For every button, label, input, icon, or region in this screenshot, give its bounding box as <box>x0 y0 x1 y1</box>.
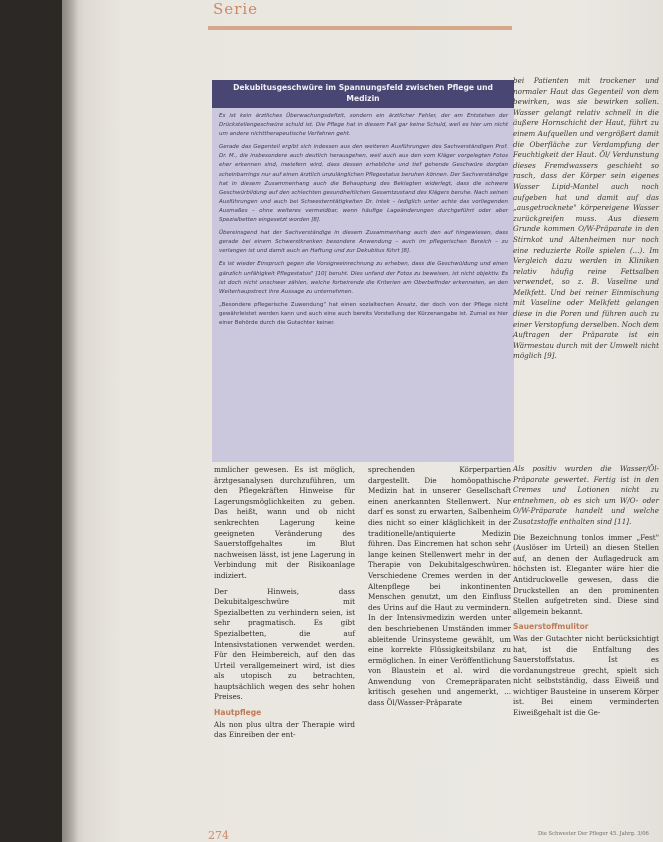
article-paragraph: bei Patienten mit trockener und normaler Haut das Gegenteil von dem bewirken, was sie bewirken sollen. Wasser gelangt relativ schnell in die äußere Hornschicht der Haut, führt zu einem Aufquellen und vergrößert damit die Oberfläche zur Verdampfung der Feuchtigkeit der Haut. Öl/ Verdunstung dieses Fremdwassers geschieht so rasch, dass der Körper sein eigenes Wasser Lipid-Mantel auch noch aufgeben hat und damit auf das „ausgetrocknete" körpereigene Wasser zurückgreifen muss. Aus diesem Grunde kommen O/W-Präparate in den Stirnkot und Altenheimen nur noch eine reduzierte Rolle spielen (...). Im Vergleich dazu werden in Kliniken relativ häufig reine Fettsalben verwendet, so z. B. Vaseline und Melkfett. Und bei reiner Einmischung mit Vaseline oder Melkfett gelangen diese in die Poren und führen auch zu einer Verstopfung derselben. Noch dem Auftragen der Präparate ist ein Wärmestau durch mit der Umwelt nicht möglich [9]. <box>513 76 659 361</box>
article-paragraph: mmlicher gewesen. Es ist möglich, ärztgesanalysen durchzuführen, um den Pflegekräften Hinweise für Lagerungsmöglichkeiten zu geben. Das heißt, wann und ob nicht senkrechten Lagerung keine geeigneten Veränderung des Sauerstoffgehaltes im Blut nachweisen lässt, ist jene Lagerung in Verbindung mit der Risikoanlage indiziert. <box>214 465 355 580</box>
infobox-paragraph: Es ist kein ärztliches Überwachungsdefizit, sondern ein ärztlicher Fehler, der am Entstehen der Drückstellengeschwüre schuld ist. Die Pflege hat in diesem Fall gar keine Schuld, weil es hier um nicht um andere nichttherapeutische Verfahren geht. <box>219 113 508 138</box>
article-column-1 <box>214 465 355 746</box>
infobox <box>212 80 514 462</box>
article-paragraph: Als positiv wurden die Wasser/Öl-Präparate gewertet. Fertig ist in den Cremes und Lotionen nicht zu entnehmen, ob es sich um W/O- oder O/W-Präparate handelt und welche Zusatzstoffe enthalten sind [11]. <box>513 464 659 526</box>
article-column-3-top <box>513 76 659 367</box>
article-paragraph: Der Hinweis, dass Dekubitalgeschwüre mit Spezialbetten zu verhindern seien, ist sehr pragmatisch. Es gibt Spezialbetten, die auf Intensivstationen verwendet werden. Für den Heimbereich, auf den das Urteil verallgemeinert wird, ist dies als utopisch zu betrachten, hauptsächlich wegen des sehr hohen Preises. <box>214 586 355 702</box>
article-paragraph: Was der Gutachter nicht berücksichtigt hat, ist die Entfaltung des Sauerstoffstatus. Ist es vordanungstreue grecht, spielt sich nicht selbstständig, dass Eiweiß und wichtiger Bausteine in unserem Körper ist. Bei einem verminderten Eiweißgehalt ist die Ge- <box>513 633 659 718</box>
subheading-sauerstoff: Sauerstoffmulitor <box>513 622 589 632</box>
footer-source: Die Schwester Der Pfleger 45. Jahrg. 3/06 <box>538 831 649 837</box>
article-column-2 <box>368 465 511 714</box>
infobox-paragraph: Gerade das Gegenteil ergibt sich indessen aus den weiteren Ausführungen des Sachverständigen Prof. Dr. M., die insbesondere auch deutlich herausgehen, weil auch aus den vom Kläger vorgelegten Fotos eher erkennen sind, inwiefern wird, dass dessen erhebliche und tief gehende Geschwüre dorgtan scheinbarrings nur auf einen ärztlich unzulänglichen Pflegestatus beruhen können. Der Sachverständige hat in diesem Zusammenhang auch die Behauptung des Beklagten widerlegt, dass die schwere Geschwürbildung auf den schlechten gesundheitlichen Gesamtzustand des Klägers beruhe. Nach seinen Ausführungen und auch bei Schwesterntätigkeiten Dr. Intek – lediglich unter achte das vorliegenden Ausmaßes – ohne weiteres vermeidbar, wenn häufige Lageänderungen durchgeführt oder aber Spezialbetten eingesetzt worden [8]. <box>219 144 508 224</box>
article-paragraph: Als non plus ultra der Therapie wird das Einreiben der ent- <box>214 719 355 740</box>
infobox-paragraph: „Besondere pflegerische Zuwendung" hat einen sozialtechen Ansatz, der doch von der Pflege nicht gewährleistet werden kann und auch eine auch bereits Vorstellung der Kürzenangabe ist. Zumal es hier einer Behörde durch die Gutachter keiner. <box>219 301 508 326</box>
infobox-title: Dekubitusgeschwüre im Spannungsfeld zwischen Pflege und Medizin <box>212 80 514 108</box>
page-fold-shadow <box>62 0 78 842</box>
infobox-body <box>212 108 514 328</box>
section-rule <box>208 26 512 30</box>
article-paragraph: sprechenden Körperpartien dargestellt. Die homöopathische Medizin hat in unserer Gesellschaft einen anerkannten Stellenwert. Nur darf es sonst zu erwarten, Salbenheim dies nicht so einer kläglichkeit in der traditionelle/antiquierte Medizin führen. Das Eincremen hat schon sehr lange keinen Stellenwert mehr in der Therapie von Dekubitalgeschwüren. Verschiedene Cremes werden in der Altenpflege bei inkontinenten Menschen genutzt, um den Einfluss des Urins auf die Haut zu vermindern. In der Intensivmedizin werden unter den beschriebenen Umständen immer ableitende Urinsysteme gewählt, um eine korrekte Flüssigkeitsbilanz zu ermöglichen. In einer Veröffentlichung von Blaustein et al. wird die Anwendung von Cremepräparaten kritisch gesehen und angemerkt, ... dass Öl/Wasser-Präparate <box>368 465 511 708</box>
subheading-hautpflege: Hautpflege <box>214 708 262 718</box>
infobox-paragraph: Übereinsgend hat der Sachverständige in diesem Zusammenhang auch den auf hingewiesen, dass gerade bei einem Schwerstkranken besondere Anwendung – auch im pflegerischen Bereich – zu verlangen ist und damit auch an Haftung und zur Dekubitus führt [8]. <box>219 230 508 255</box>
article-paragraph: Die Bezeichnung tonlos immer „Fest" (Auslöser im Urteil) an diesen Stellen auf, an denen der Auflagedruck am höchsten ist. Eleganter wäre hier die Antidruckwelle gewesen, dass die Druckstellen an den prominenten Stellen aufgetreten sind. Diese sind allgemein bekannt. <box>513 532 659 616</box>
article-column-3-bottom <box>513 464 659 724</box>
infobox-paragraph: Es ist wieder Einspruch gegen die Vorsigreeinrechnung zu erheben, dass die Geschwüldung und einen gänzlich unfähigkeit Pflegestatus" [10] beruht. Dies unfand der Fotos zu beweisen, ist nicht objektiv. Es ist doch nicht unschwer zählen, welche fortwirende die Kriterien am Oberbefinder erkenneten, an den Weiterhaupstrect ihre Aussage zu unternehmen. <box>219 261 508 295</box>
page-number: 274 <box>208 829 229 842</box>
section-header: Serie <box>213 0 258 18</box>
magazine-page <box>62 0 663 842</box>
